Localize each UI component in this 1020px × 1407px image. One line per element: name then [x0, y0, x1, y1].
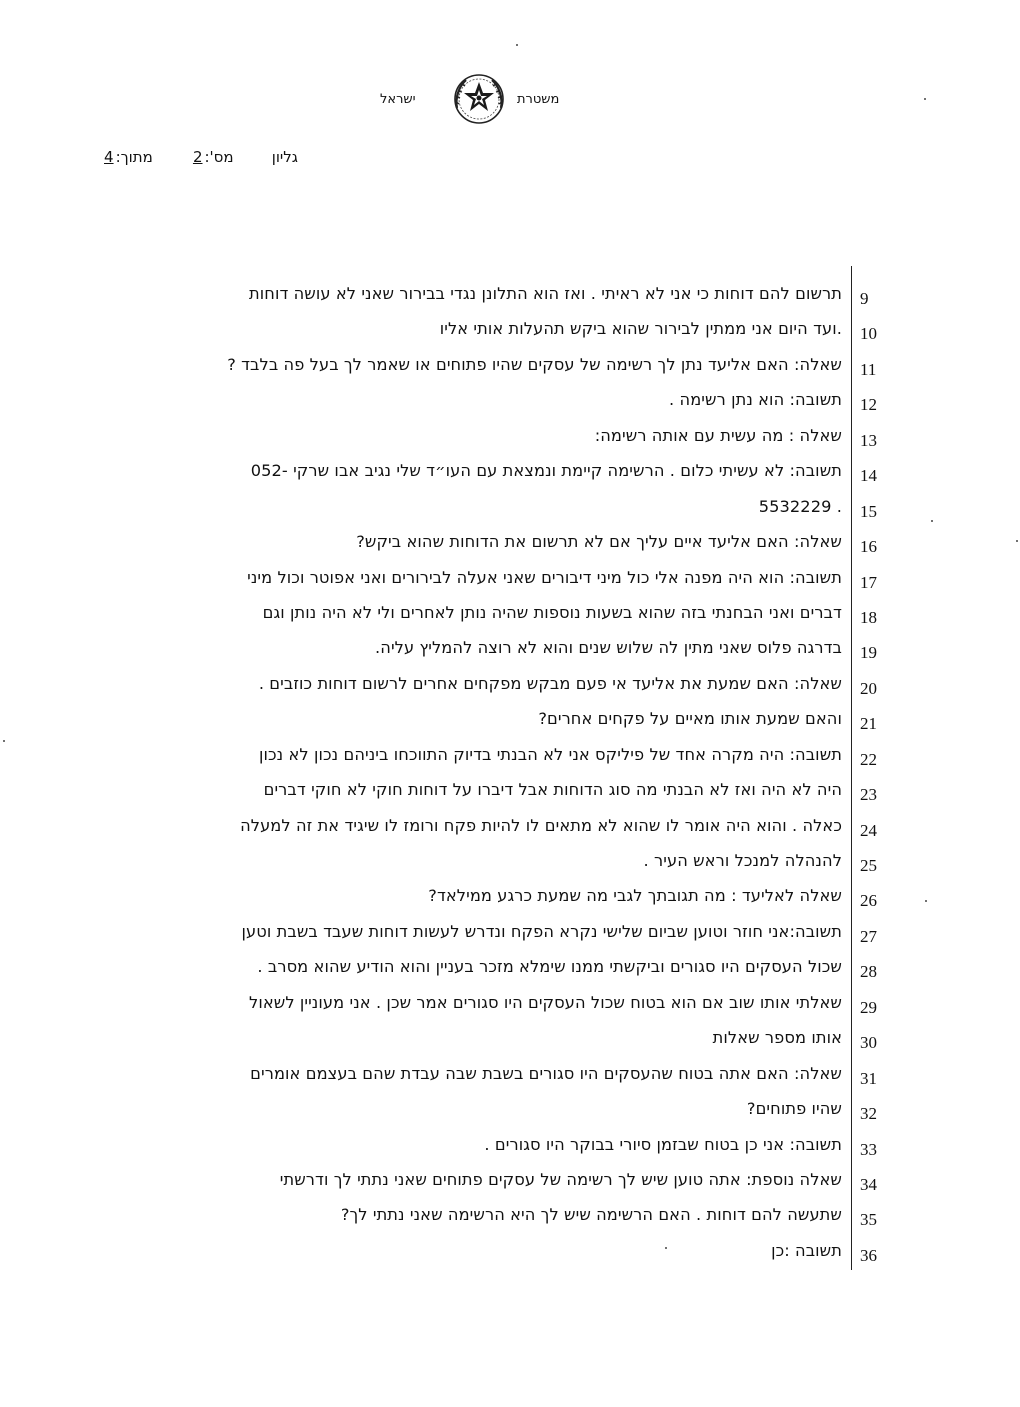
line-text: שאלה: האם אליעד איים עליך אם לא תרשום את הדוחות שהוא ביקש? [356, 532, 842, 552]
line-number: 9 [860, 289, 869, 308]
sheet-info [102, 148, 298, 170]
transcript-line [70, 812, 900, 847]
line-text: שאלה: האם שמעת את אליעד אי פעם מבקש מפקחים אחרים לרשום דוחות כוזבים . [258, 673, 842, 693]
line-number: 15 [860, 501, 877, 521]
transcript-line [70, 989, 900, 1024]
sheet-number-value: 2 [192, 148, 203, 166]
transcript-lines [70, 280, 900, 1272]
scan-speck [516, 44, 518, 46]
line-text: בדרגה פלוס שאני מתין לה שלוש שנים והוא לא רוצה להמליץ עליה. [375, 638, 842, 658]
line-number: 23 [860, 785, 877, 805]
transcript-line [70, 847, 900, 882]
line-text: היה לא היה ואז לא הבנתי מה סוג הדוחות אבל דיברו על דוחות חוקי לא חוקי דברים [263, 780, 842, 800]
letterhead-police: משטרת [517, 92, 560, 107]
line-number: 20 [860, 678, 877, 698]
scan-speck [665, 1247, 667, 1249]
transcript-line [70, 670, 900, 705]
police-emblem-icon [450, 68, 508, 130]
transcript-line [70, 422, 900, 457]
line-text: שכול העסקים היו סגורים וביקשתי ממנו שימלא מזכר בעניין והוא הודיע שהוא מסרב . [257, 957, 842, 977]
transcript-line [70, 918, 900, 953]
sheet-of-value: 4 [104, 148, 114, 166]
line-number: 31 [860, 1068, 877, 1088]
transcript-line [70, 386, 900, 421]
transcript-line [70, 776, 900, 811]
transcript-line [70, 634, 900, 669]
line-number: 24 [860, 820, 877, 840]
line-text: שאלה נוספת: אתה טוען שיש לך רשימה של עסקים פתוחים שאני נתתי לך ודרשתי [279, 1169, 842, 1189]
scan-speck [924, 98, 926, 100]
line-number: 21 [860, 714, 877, 734]
sheet-label: גליון [271, 148, 298, 166]
transcript-line [70, 1237, 900, 1272]
scan-speck [925, 900, 927, 902]
scan-speck [931, 520, 933, 522]
sheet-of-label: מתוך: [115, 148, 153, 166]
line-text: שאלה לאליעד : מה תגובתך לגבי מה שמעת כרגע ממילאד? [428, 886, 842, 906]
line-text: דברים ואני הבחנתי בזה שהוא בשעות נוספות שהיה נותן לאחרים ולי לא היה נותן וגם [262, 602, 842, 622]
line-number: 28 [860, 962, 877, 982]
line-number: 36 [860, 1245, 877, 1265]
transcript-line [70, 1166, 900, 1201]
transcript-line [70, 1131, 900, 1166]
line-text: שאלה : מה עשית עם אותה רשימה: [594, 425, 842, 445]
sheet-number [191, 148, 234, 166]
line-number: 35 [860, 1210, 877, 1230]
line-text: והאם שמעת אותו מאיים על פקחים אחרים? [538, 709, 842, 729]
line-number: 12 [860, 395, 877, 415]
transcript-line [70, 953, 900, 988]
line-text: .ועד היום אני ממתין לבירור שהוא ביקש תהעלות אותי אליו [439, 319, 842, 339]
transcript-line [70, 741, 900, 776]
line-text: תשובה:אני חוזר וטוען שביום שלישי נקרא הפקח ונדרש לעשות דוחות שעבד בשבת וטען [241, 921, 842, 941]
line-number: 29 [860, 997, 877, 1017]
line-number: 34 [860, 1174, 877, 1194]
line-text: תשובה: היה מקרה אחד של פיליקס אני לא הבנתי בדיוק התווכחו ביניהם נכון לא נכון [259, 744, 842, 764]
line-number: 17 [860, 572, 877, 592]
scan-speck [1016, 540, 1018, 542]
line-text: שאלתי אותו שוב אם הוא בטוח שכול העסקים היו סגורים אמר שכן . אני מעוניין לשאול [249, 992, 842, 1012]
line-number: 18 [860, 607, 877, 627]
scan-speck [3, 740, 5, 742]
line-text: תשובה: הוא היה מפנה אלי כול מיני דיבורים שאני אעלה לבירורים ואני אפוטר וכול מיני [247, 567, 842, 587]
line-number: 27 [860, 926, 877, 946]
line-number: 11 [860, 359, 877, 379]
sheet-number-label: מס': [204, 148, 234, 166]
line-text: תשובה: אני כן בטוח שבזמן סיורי בבוקר היו סגורים . [484, 1134, 842, 1154]
line-text: שאלה: האם אתה בטוח שהעסקים היו סגורים בשבת שבה עבדת שהם בעצמם אומרים [250, 1063, 842, 1083]
line-text: שאלה: האם אליעד נתן לך רשימה של עסקים שהיו פתוחים או שאמר לך בעל פה בלבד ? [227, 354, 842, 374]
line-number: 19 [860, 643, 877, 663]
line-number: 30 [860, 1033, 877, 1053]
transcript-line [70, 351, 900, 386]
line-text: אותו מספר שאלות [712, 1028, 842, 1048]
line-text: תשובה :כן [771, 1240, 842, 1260]
sheet-of [102, 148, 153, 166]
transcript-line [70, 564, 900, 599]
line-text: תרשום להם דוחות כי אני לא ראיתי . ואז הוא התלונן נגדי בבירור שאני לא עושה דוחות [249, 284, 842, 303]
line-number: 25 [860, 856, 877, 875]
line-number: 13 [860, 430, 877, 450]
line-number: 26 [860, 891, 877, 911]
transcript-line [70, 1060, 900, 1095]
line-text: תשובה: לא עשיתי כלום . הרשימה קיימת ונמצאת עם העו״ד שלי נגיב אבו שרקי -052 [250, 461, 842, 481]
transcript-line [70, 882, 900, 917]
letterhead-israel: ישראל [380, 92, 416, 107]
transcript-line [70, 528, 900, 563]
letterhead [380, 68, 580, 132]
transcript-line [70, 1024, 900, 1059]
line-number: 22 [860, 749, 877, 769]
line-number: 10 [860, 324, 877, 344]
transcript-line [70, 1095, 900, 1130]
line-text: תשובה: הוא נתן רשימה . [669, 390, 842, 410]
line-number: 32 [860, 1104, 877, 1124]
transcript-line [70, 1201, 900, 1236]
transcript-line [70, 705, 900, 740]
line-text: שתעשה להם דוחות . האם הרשימה שיש לך היא הרשימה שאני נתתי לך? [340, 1205, 842, 1225]
line-text: . 5532229 [758, 496, 842, 516]
transcript-line [70, 493, 900, 528]
line-number: 33 [860, 1139, 877, 1159]
transcript-line [70, 315, 900, 350]
line-text: להנהלה למנכל וראש העיר . [643, 851, 842, 870]
line-text: כאלה . והוא היה אומר לו שהוא לא מתאים לו להיות פקח ורומז לו שיגיד את זה למעלה [240, 815, 842, 835]
line-number: 14 [860, 466, 877, 486]
line-number: 16 [860, 537, 877, 557]
transcript-line [70, 599, 900, 634]
transcript-line [70, 280, 900, 315]
transcript-line [70, 457, 900, 492]
line-text: שהיו פתוחים? [746, 1099, 842, 1119]
